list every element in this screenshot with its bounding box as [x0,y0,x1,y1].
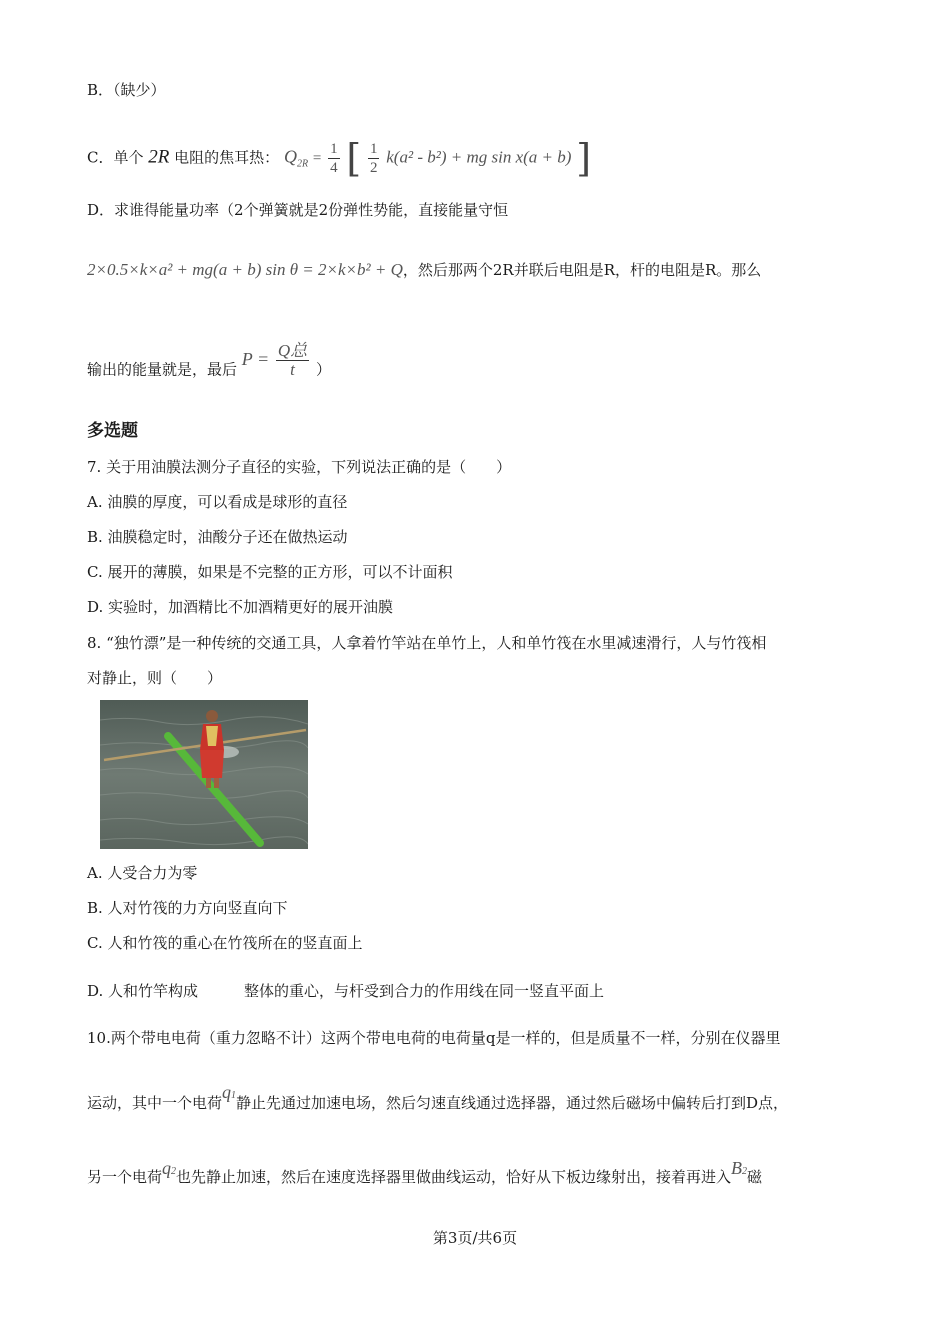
q8-option-a: A. 人受合力为零 [87,864,198,882]
fraction-denominator: 4 [330,160,338,176]
q7-option-c: C. 展开的薄膜，如果是不完整的正方形，可以不计面积 [87,563,453,581]
person-vest [206,726,218,746]
q10-line2-part1: 运动，其中一个电荷 [87,1094,223,1112]
person-leg-left [206,778,211,788]
bamboo-rafting-photo [100,700,308,849]
q8-stem-line2: 对静止，则（ ） [87,669,223,687]
left-bracket: [ [346,136,362,181]
q7-option-b: B. 油膜稳定时，油酸分子还在做热运动 [87,528,348,546]
fraction-denominator: 2 [369,160,378,176]
field-b2: B [731,1158,743,1178]
charge-q1-sub: 1 [231,1090,237,1101]
q8-option-d-part1: D. 人和竹竿构成 [87,982,199,1000]
fraction-numerator: Q总 [277,341,308,360]
fraction-one-half [368,140,380,177]
q7-option-a: A. 油膜的厚度，可以看成是球形的直径 [87,493,348,511]
q10-line2 [87,1082,789,1120]
q10-line3 [87,1158,763,1194]
q8-stem-line1: 8. “独竹漂”是一种传统的交通工具，人拿着竹竿站在单竹上，人和单竹筏在水里减速滑行，人与竹筏相 [87,634,767,652]
fraction-numerator: 1 [369,141,378,157]
joule-eq: = [312,150,322,167]
q10-line1: 10.两个带电电荷（重力忽略不计）这两个带电电荷的电荷量q是一样的，但是质量不一样，分别在仪器里 [87,1029,781,1047]
q10-line3-part3: 磁 [747,1168,763,1186]
option-c-suffix: 电阻的焦耳热： [174,148,280,167]
joule-q: Q [283,146,297,167]
field-b2-sub: 2 [742,1166,748,1177]
charge-q2: q [162,1158,172,1178]
q8-option-d [87,981,604,1001]
fraction-numerator: 1 [330,141,338,157]
option-d-tail: ，然后那两个2R并联后电阻是R，杆的电阻是R。那么 [402,261,762,279]
photo-illustration [100,700,308,849]
option-d-line3-prefix: 输出的能量就是，最后 [87,360,238,379]
option-d-line1: D．求谁得能量功率（2个弹簧就是2份弹性势能，直接能量守恒 [87,201,509,219]
option-c [87,136,592,181]
person-leg-right [214,778,219,788]
option-d-close: ） [315,360,331,379]
section-title: 多选题 [87,421,138,441]
q7-stem: 7. 关于用油膜法测分子直径的实验，下列说法正确的是（ ） [87,458,512,476]
q7-option-d: D. 实验时，加酒精比不加酒精更好的展开油膜 [87,598,394,616]
charge-q2-sub: 2 [171,1166,177,1177]
q10-line3-part1: 另一个电荷 [87,1168,163,1186]
q10-line2-part2: 静止先通过加速电场，然后匀速直线通过选择器，通过然后磁场中偏转后打到D点， [236,1094,789,1112]
person-skirt [200,750,224,778]
q8-option-b: B. 人对竹筏的力方向竖直向下 [87,899,288,917]
q10-line3-part2: 也先静止加速，然后在速度选择器里做曲线运动，恰好从下板边缘射出，接着再进入 [176,1168,732,1186]
fraction-one-quarter [328,140,340,177]
person-head [206,710,218,722]
energy-conservation-formula: 2×0.5×k×a² + mg(a + b) sin θ = 2×k×b² + Q [87,260,403,279]
option-b-missing: B．（缺少） [87,81,166,99]
fraction-denominator: t [290,360,295,379]
joule-formula-body: k(a² - b²) + mg sin x(a + b) [386,147,572,167]
option-d-line2 [87,260,761,280]
option-d-line3 [87,341,331,389]
power-fraction [276,342,309,379]
option-c-prefix: C．单个 [87,148,144,167]
q8-option-d-part2: 整体的重心，与杆受到合力的作用线在同一竖直平面上 [244,982,605,1000]
joule-q-sub: 2R [296,158,309,170]
q8-option-c: C. 人和竹筏的重心在竹筏所在的竖直面上 [87,934,363,952]
power-p: P = [241,348,270,369]
option-c-2r: 2R [148,146,170,168]
right-bracket: ] [576,136,592,181]
charge-q1: q [222,1082,232,1102]
page-footer: 第3页/共6页 [432,1229,518,1247]
